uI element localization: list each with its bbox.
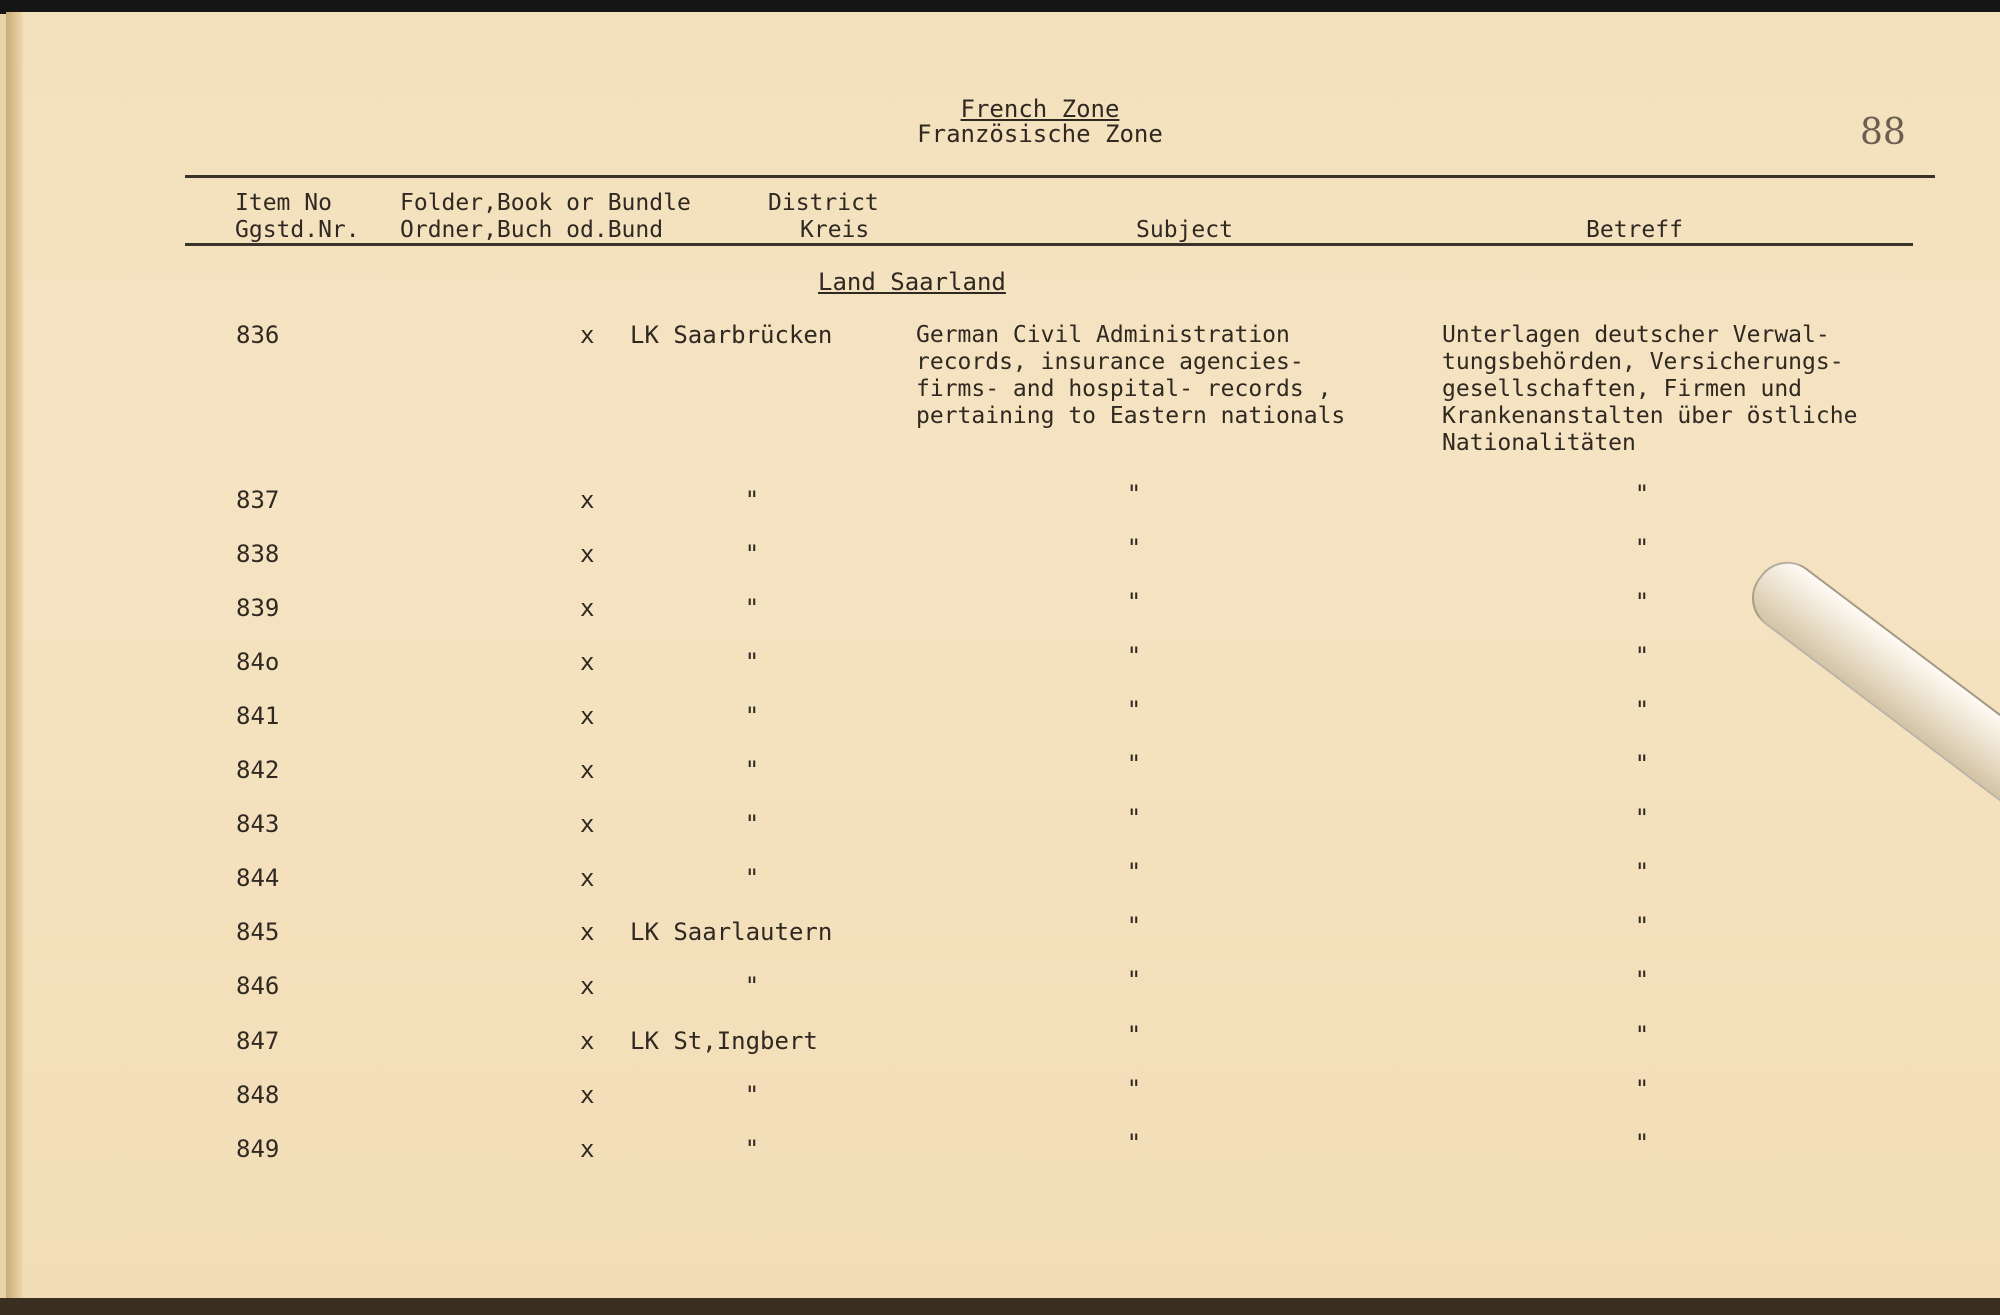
table-row <box>0 1129 2000 1176</box>
bottom-border <box>0 1298 2000 1315</box>
district-cell: " <box>744 540 760 568</box>
page-number: 88 <box>1860 112 1906 153</box>
district-cell: " <box>744 972 760 1000</box>
folder-mark: x <box>580 486 595 514</box>
table-row <box>0 321 2000 456</box>
item-number: 843 <box>236 810 280 838</box>
district-cell: " <box>744 1135 760 1163</box>
folder-mark: x <box>580 321 595 349</box>
subject-cell: " <box>1126 534 1142 562</box>
item-number: 849 <box>236 1135 280 1163</box>
table-row <box>0 750 2000 797</box>
item-number: 836 <box>236 321 280 349</box>
folder-mark: x <box>580 702 595 730</box>
item-number: 846 <box>236 972 280 1000</box>
header-top-rule <box>185 175 1935 178</box>
subject-cell: " <box>1126 696 1142 724</box>
betreff-cell: Unterlagen deutscher Verwal- tungsbehörden, Versicherungs- gesellschaften, Firmen und Krankenanstalten über östliche Nationalitäten <box>1442 322 1858 456</box>
subject-cell: " <box>1126 858 1142 886</box>
col-folder-en: Folder,Book or Bundle <box>400 190 691 216</box>
col-folder-de: Ordner,Buch od.Bund <box>400 217 664 243</box>
zone-title-de: Französische Zone <box>917 120 1163 148</box>
header-bottom-rule <box>185 243 1913 246</box>
table-row <box>0 1021 2000 1068</box>
table-row <box>0 642 2000 689</box>
district-cell: " <box>744 486 760 514</box>
table-row <box>0 1075 2000 1122</box>
betreff-cell: " <box>1634 912 1650 940</box>
folder-mark: x <box>580 540 595 568</box>
item-number: 839 <box>236 594 280 622</box>
item-number: 845 <box>236 918 280 946</box>
folder-mark: x <box>580 756 595 784</box>
item-number: 842 <box>236 756 280 784</box>
table-row <box>0 696 2000 743</box>
folder-mark: x <box>580 1027 595 1055</box>
item-number: 837 <box>236 486 280 514</box>
item-number: 847 <box>236 1027 280 1055</box>
subject-cell: " <box>1126 912 1142 940</box>
table-row <box>0 480 2000 527</box>
betreff-cell: " <box>1634 642 1650 670</box>
betreff-cell: " <box>1634 696 1650 724</box>
betreff-cell: " <box>1634 966 1650 994</box>
district-cell: " <box>744 702 760 730</box>
section-title: Land Saarland <box>818 268 1006 296</box>
folder-mark: x <box>580 864 595 892</box>
district-cell: " <box>744 648 760 676</box>
district-cell: " <box>744 756 760 784</box>
table-row <box>0 804 2000 851</box>
subject-cell: " <box>1126 480 1142 508</box>
district-cell: LK Saarbrücken <box>630 321 833 349</box>
folder-mark: x <box>580 918 595 946</box>
district-cell: " <box>744 810 760 838</box>
subject-cell: " <box>1126 1021 1142 1049</box>
folder-mark: x <box>580 1081 595 1109</box>
subject-cell: " <box>1126 1129 1142 1157</box>
betreff-cell: " <box>1634 804 1650 832</box>
col-district-en: District <box>768 190 879 216</box>
betreff-cell: " <box>1634 858 1650 886</box>
subject-cell: " <box>1126 588 1142 616</box>
subject-cell: " <box>1126 804 1142 832</box>
folder-mark: x <box>580 972 595 1000</box>
item-number: 848 <box>236 1081 280 1109</box>
col-district-de: Kreis <box>800 217 870 243</box>
table-row <box>0 858 2000 905</box>
table-row <box>0 534 2000 581</box>
district-cell: " <box>744 1081 760 1109</box>
item-number: 841 <box>236 702 280 730</box>
betreff-cell: " <box>1634 1075 1650 1103</box>
district-cell: " <box>744 864 760 892</box>
betreff-cell: " <box>1634 750 1650 778</box>
subject-cell: " <box>1126 966 1142 994</box>
col-item-no-de: Ggstd.Nr. <box>235 217 360 243</box>
item-number: 838 <box>236 540 280 568</box>
subject-cell: " <box>1126 1075 1142 1103</box>
subject-cell: " <box>1126 750 1142 778</box>
district-cell: LK Saarlautern <box>630 918 833 946</box>
betreff-cell: " <box>1634 1129 1650 1157</box>
district-cell: " <box>744 594 760 622</box>
item-number: 84o <box>236 648 280 676</box>
subject-cell: German Civil Administration records, insurance agencies- firms- and hospital- records , pertaining to Eastern nationals <box>916 322 1346 429</box>
betreff-cell: " <box>1634 1021 1650 1049</box>
betreff-cell: " <box>1634 534 1650 562</box>
folder-mark: x <box>580 1135 595 1163</box>
zone-title-en: French Zone <box>960 95 1120 123</box>
table-row <box>0 966 2000 1013</box>
folder-mark: x <box>580 594 595 622</box>
col-subject: Subject <box>1136 217 1233 243</box>
subject-cell: " <box>1126 642 1142 670</box>
folder-mark: x <box>580 810 595 838</box>
item-number: 844 <box>236 864 280 892</box>
table-row <box>0 588 2000 635</box>
folder-mark: x <box>580 648 595 676</box>
district-cell: LK St,Ingbert <box>630 1027 818 1055</box>
table-row <box>0 912 2000 959</box>
betreff-cell: " <box>1634 588 1650 616</box>
col-betreff: Betreff <box>1586 217 1683 243</box>
col-item-no-en: Item No <box>235 190 332 216</box>
betreff-cell: " <box>1634 480 1650 508</box>
